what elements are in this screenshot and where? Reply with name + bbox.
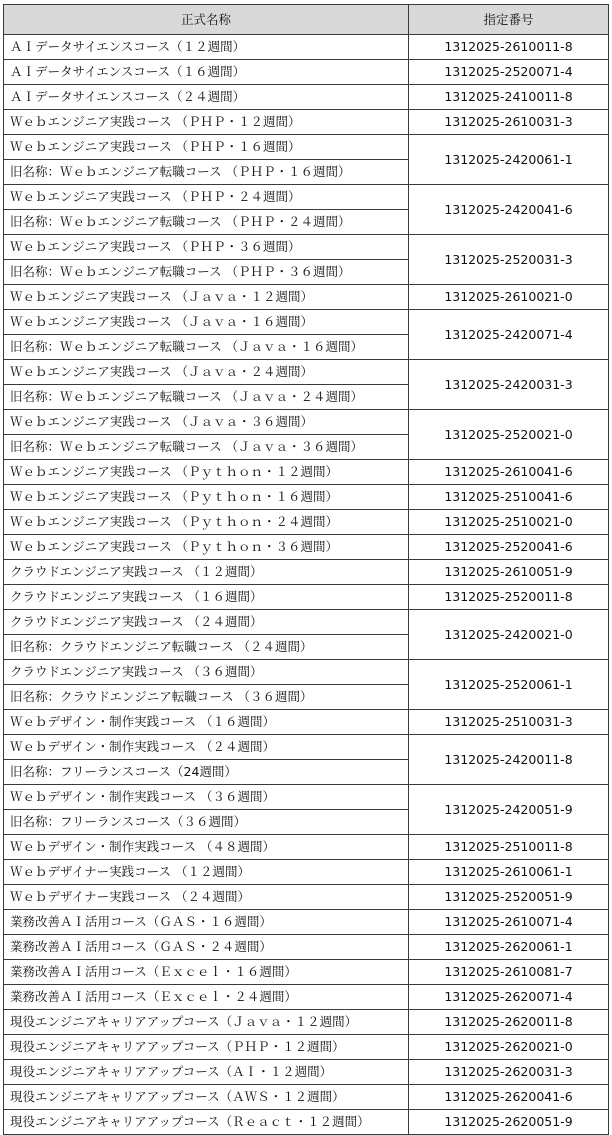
course-name-cell: Ｗｅｂエンジニア実践コース （Ｐｙｔｈｏｎ・１２週間）: [4, 460, 409, 485]
table-row: [4, 135, 609, 160]
designation-number-cell: 1312025-2610051-9: [409, 560, 609, 585]
course-name-cell: クラウドエンジニア実践コース （１６週間）: [4, 585, 409, 610]
course-name-cell: Ｗｅｂエンジニア実践コース （ＰＨＰ・２４週間）: [4, 185, 409, 210]
course-name-cell: Ｗｅｂエンジニア実践コース （Ｐｙｔｈｏｎ・２４週間）: [4, 510, 409, 535]
course-name-cell: ＡＩデータサイエンスコース（１２週間）: [4, 35, 409, 60]
former-course-name-cell: 旧名称：クラウドエンジニア転職コース （３６週間）: [4, 685, 409, 710]
course-name-cell: Ｗｅｂデザイン・制作実践コース （３６週間）: [4, 785, 409, 810]
table-row: [4, 1060, 609, 1085]
course-name-cell: クラウドエンジニア実践コース （１２週間）: [4, 560, 409, 585]
designation-number-cell: 1312025-2620051-9: [409, 1110, 609, 1135]
designation-number-cell: 1312025-2610021-0: [409, 285, 609, 310]
former-course-name-cell: 旧名称：Ｗｅｂエンジニア転職コース （Ｊａｖａ・１６週間）: [4, 335, 409, 360]
designation-number-cell: 1312025-2510041-6: [409, 485, 609, 510]
course-name-cell: 現役エンジニアキャリアアップコース（ＡＷＳ・１２週間）: [4, 1085, 409, 1110]
table-row: [4, 360, 609, 385]
designation-number-cell: 1312025-2610061-1: [409, 860, 609, 885]
table-row: [4, 660, 609, 685]
course-name-cell: Ｗｅｂエンジニア実践コース （Ｐｙｔｈｏｎ・３６週間）: [4, 535, 409, 560]
table-row: [4, 85, 609, 110]
course-name-cell: 業務改善ＡＩ活用コース（Ｅｘｃｅｌ・２４週間）: [4, 985, 409, 1010]
course-name-cell: 現役エンジニアキャリアアップコース（ＰＨＰ・１２週間）: [4, 1035, 409, 1060]
table-row: [4, 710, 609, 735]
former-course-name-cell: 旧名称：フリーランスコース（３６週間）: [4, 810, 409, 835]
designation-number-cell: 1312025-2520021-0: [409, 410, 609, 460]
former-course-name-cell: 旧名称：フリーランスコース（24週間）: [4, 760, 409, 785]
table-row: [4, 885, 609, 910]
table-row: [4, 235, 609, 260]
designation-number-cell: 1312025-2620011-8: [409, 1010, 609, 1035]
designation-number-cell: 1312025-2510021-0: [409, 510, 609, 535]
course-name-cell: Ｗｅｂエンジニア実践コース （ＰＨＰ・３６週間）: [4, 235, 409, 260]
designation-number-cell: 1312025-2420021-0: [409, 610, 609, 660]
designation-number-cell: 1312025-2520011-8: [409, 585, 609, 610]
course-name-cell: Ｗｅｂデザイン・制作実践コース （４８週間）: [4, 835, 409, 860]
table-row: [4, 35, 609, 60]
course-name-cell: Ｗｅｂエンジニア実践コース （Ｊａｖａ・２４週間）: [4, 360, 409, 385]
table-row: [4, 1010, 609, 1035]
table-header-row: [4, 5, 609, 35]
course-name-cell: 業務改善ＡＩ活用コース（ＧＡＳ・２４週間）: [4, 935, 409, 960]
course-name-cell: Ｗｅｂエンジニア実践コース （ＰＨＰ・１６週間）: [4, 135, 409, 160]
table-row: [4, 1110, 609, 1135]
table-row: [4, 285, 609, 310]
designation-number-cell: 1312025-2610081-7: [409, 960, 609, 985]
table-row: [4, 785, 609, 810]
table-row: [4, 585, 609, 610]
course-table: [3, 4, 609, 1135]
designation-number-cell: 1312025-2410011-8: [409, 85, 609, 110]
table-row: [4, 960, 609, 985]
course-name-cell: 現役エンジニアキャリアアップコース（Ｊａｖａ・１２週間）: [4, 1010, 409, 1035]
designation-number-cell: 1312025-2420051-9: [409, 785, 609, 835]
designation-number-cell: 1312025-2610041-6: [409, 460, 609, 485]
designation-number-cell: 1312025-2620061-1: [409, 935, 609, 960]
column-header-designation-number: 指定番号: [409, 5, 609, 35]
table-row: [4, 910, 609, 935]
table-row: [4, 1035, 609, 1060]
table-row: [4, 560, 609, 585]
designation-number-cell: 1312025-2420061-1: [409, 135, 609, 185]
designation-number-cell: 1312025-2420031-3: [409, 360, 609, 410]
designation-number-cell: 1312025-2620071-4: [409, 985, 609, 1010]
table-row: [4, 510, 609, 535]
table-row: [4, 485, 609, 510]
table-row: [4, 985, 609, 1010]
table-row: [4, 410, 609, 435]
table-row: [4, 460, 609, 485]
designation-number-cell: 1312025-2610031-3: [409, 110, 609, 135]
course-name-cell: Ｗｅｂデザイナー実践コース （２４週間）: [4, 885, 409, 910]
course-name-cell: クラウドエンジニア実践コース （３６週間）: [4, 660, 409, 685]
table-row: [4, 60, 609, 85]
course-name-cell: Ｗｅｂデザイン・制作実践コース （２４週間）: [4, 735, 409, 760]
table-row: [4, 535, 609, 560]
course-name-cell: ＡＩデータサイエンスコース（１６週間）: [4, 60, 409, 85]
former-course-name-cell: 旧名称：Ｗｅｂエンジニア転職コース （Ｊａｖａ・２４週間）: [4, 385, 409, 410]
designation-number-cell: 1312025-2520051-9: [409, 885, 609, 910]
course-name-cell: Ｗｅｂエンジニア実践コース （Ｊａｖａ・１２週間）: [4, 285, 409, 310]
course-name-cell: 現役エンジニアキャリアアップコース（Ｒｅａｃｔ・１２週間）: [4, 1110, 409, 1135]
table-row: [4, 110, 609, 135]
designation-number-cell: 1312025-2510011-8: [409, 835, 609, 860]
table-row: [4, 610, 609, 635]
table-row: [4, 310, 609, 335]
course-name-cell: 現役エンジニアキャリアアップコース（ＡＩ・１２週間）: [4, 1060, 409, 1085]
course-name-cell: 業務改善ＡＩ活用コース（ＧＡＳ・１６週間）: [4, 910, 409, 935]
table-row: [4, 860, 609, 885]
course-name-cell: 業務改善ＡＩ活用コース（Ｅｘｃｅｌ・１６週間）: [4, 960, 409, 985]
course-name-cell: Ｗｅｂデザイン・制作実践コース （１６週間）: [4, 710, 409, 735]
course-name-cell: Ｗｅｂエンジニア実践コース （Ｐｙｔｈｏｎ・１６週間）: [4, 485, 409, 510]
designation-number-cell: 1312025-2420071-4: [409, 310, 609, 360]
designation-number-cell: 1312025-2520071-4: [409, 60, 609, 85]
course-name-cell: Ｗｅｂデザイナー実践コース （１２週間）: [4, 860, 409, 885]
column-header-official-name: 正式名称: [4, 5, 409, 35]
designation-number-cell: 1312025-2520031-3: [409, 235, 609, 285]
table-row: [4, 935, 609, 960]
designation-number-cell: 1312025-2520061-1: [409, 660, 609, 710]
table-row: [4, 835, 609, 860]
table-row: [4, 1085, 609, 1110]
designation-number-cell: 1312025-2620021-0: [409, 1035, 609, 1060]
designation-number-cell: 1312025-2420011-8: [409, 735, 609, 785]
former-course-name-cell: 旧名称：Ｗｅｂエンジニア転職コース （Ｊａｖａ・３６週間）: [4, 435, 409, 460]
course-name-cell: Ｗｅｂエンジニア実践コース （Ｊａｖａ・３６週間）: [4, 410, 409, 435]
designation-number-cell: 1312025-2610011-8: [409, 35, 609, 60]
former-course-name-cell: 旧名称：Ｗｅｂエンジニア転職コース （ＰＨＰ・１６週間）: [4, 160, 409, 185]
course-table-body: [4, 35, 609, 1135]
designation-number-cell: 1312025-2510031-3: [409, 710, 609, 735]
former-course-name-cell: 旧名称：Ｗｅｂエンジニア転職コース （ＰＨＰ・２４週間）: [4, 210, 409, 235]
course-name-cell: Ｗｅｂエンジニア実践コース （Ｊａｖａ・１６週間）: [4, 310, 409, 335]
course-name-cell: Ｗｅｂエンジニア実践コース （ＰＨＰ・１２週間）: [4, 110, 409, 135]
former-course-name-cell: 旧名称：Ｗｅｂエンジニア転職コース （ＰＨＰ・３６週間）: [4, 260, 409, 285]
course-name-cell: クラウドエンジニア実践コース （２４週間）: [4, 610, 409, 635]
table-row: [4, 185, 609, 210]
designation-number-cell: 1312025-2610071-4: [409, 910, 609, 935]
designation-number-cell: 1312025-2620031-3: [409, 1060, 609, 1085]
designation-number-cell: 1312025-2620041-6: [409, 1085, 609, 1110]
designation-number-cell: 1312025-2420041-6: [409, 185, 609, 235]
former-course-name-cell: 旧名称：クラウドエンジニア転職コース （２４週間）: [4, 635, 409, 660]
table-row: [4, 735, 609, 760]
designation-number-cell: 1312025-2520041-6: [409, 535, 609, 560]
course-name-cell: ＡＩデータサイエンスコース（２４週間）: [4, 85, 409, 110]
